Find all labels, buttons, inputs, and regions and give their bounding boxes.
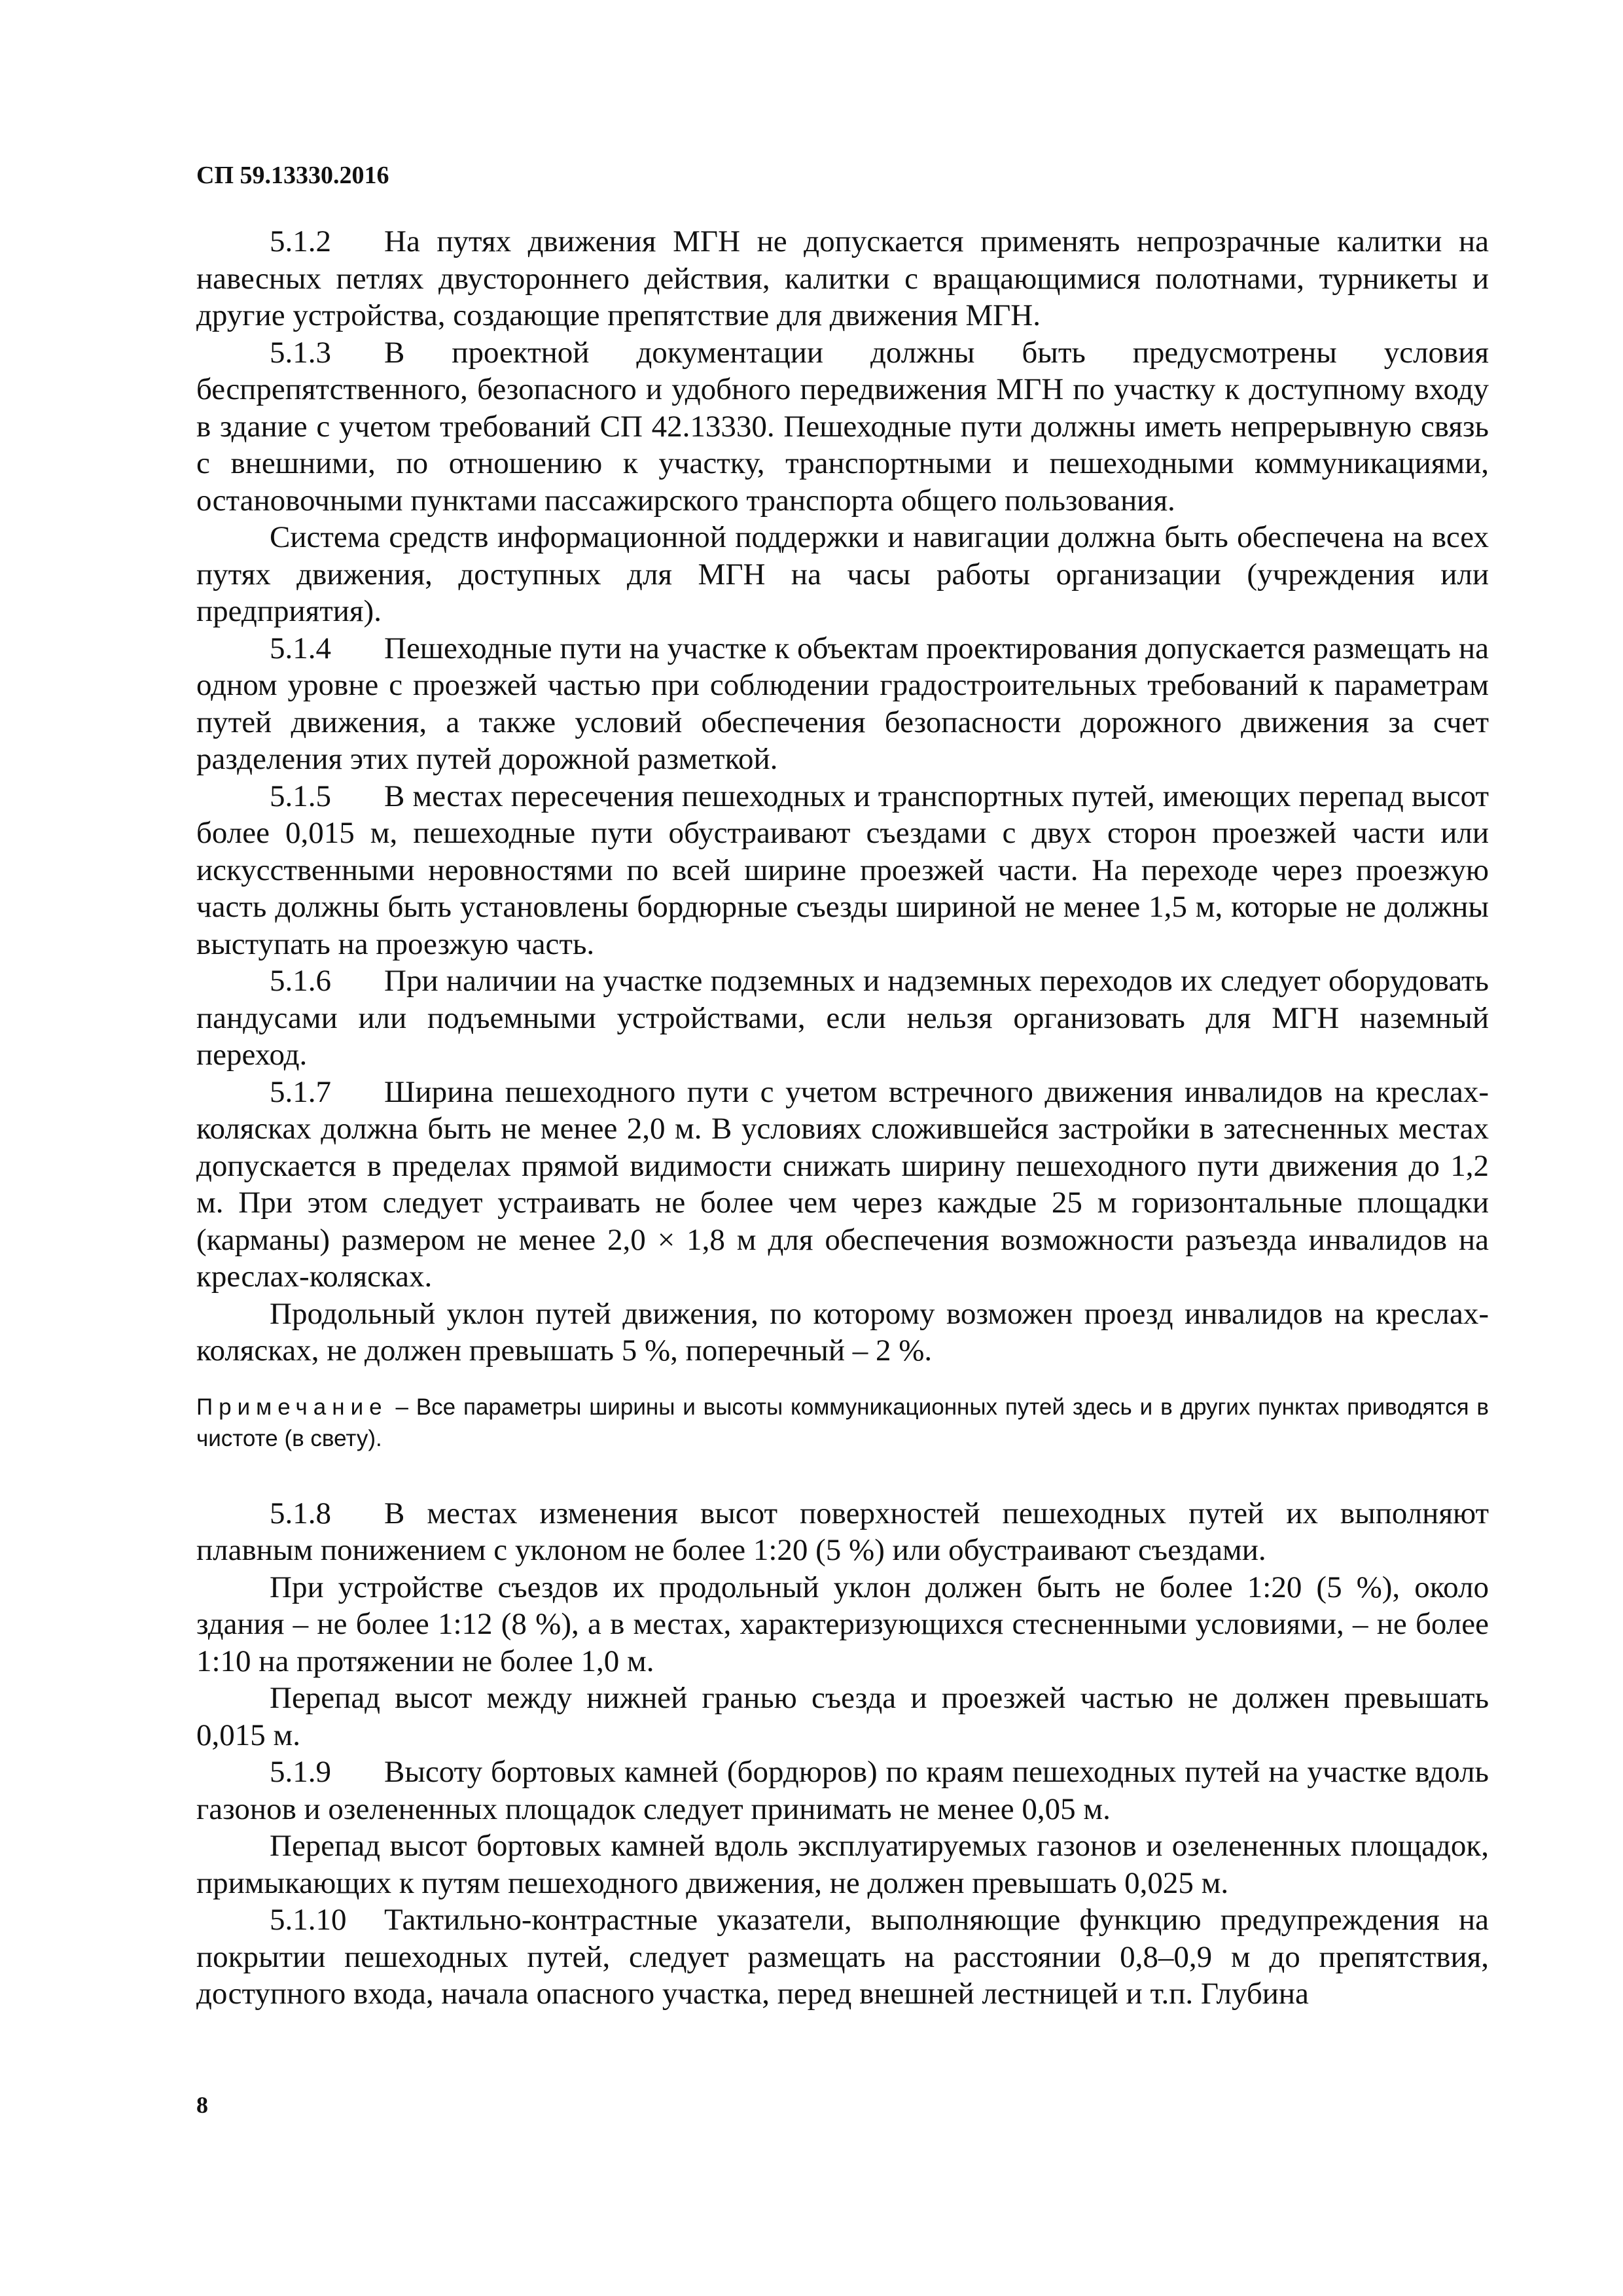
paragraph-5-1-8-height-drop: Перепад высот между нижней гранью съезда и проезжей частью не должен превышать 0,015 м. (196, 1681, 1489, 1752)
section-5-1-part-1 (196, 223, 1489, 1369)
note-label: Примечание (196, 1394, 388, 1420)
paragraph-5-1-8 (196, 1495, 1489, 1569)
clause-text: На путях движения МГН не допускается применять непрозрачные калитки на навесных петлях двустороннего действия, калитки с вращающимися полотнами, турникеты и другие устройства, создающие препятствие для движения МГН. (196, 224, 1489, 332)
note (196, 1392, 1489, 1455)
paragraph-5-1-6 (196, 963, 1489, 1074)
paragraph-5-1-5 (196, 778, 1489, 963)
section-5-1-part-2 (196, 1495, 1489, 2013)
clause-number: 5.1.9 (270, 1755, 331, 1789)
clause-number: 5.1.6 (270, 964, 331, 998)
clause-number: 5.1.7 (270, 1074, 331, 1109)
clause-text: В местах изменения высот поверхностей пешеходных путей их выполняют плавным понижением с уклоном не более 1:20 (5 %) или обустраивают съездами. (196, 1496, 1489, 1567)
paragraph-5-1-2 (196, 223, 1489, 334)
clause-number: 5.1.10 (270, 1903, 347, 1937)
paragraph-5-1-10 (196, 1901, 1489, 2013)
document-header: СП 59.13330.2016 (196, 162, 389, 189)
paragraph-5-1-7 (196, 1074, 1489, 1296)
paragraph-5-1-8-ramps: При устройстве съездов их продольный уклон должен быть не более 1:20 (5 %), около здания – не более 1:12 (8 %), а в местах, характеризующихся стесненными условиями, – не более 1:10 на протяжении не более 1,0 м. (196, 1570, 1489, 1678)
paragraph-5-1-4 (196, 630, 1489, 778)
clause-number: 5.1.3 (270, 335, 331, 370)
document-page (196, 157, 1489, 2013)
paragraph-5-1-3 (196, 334, 1489, 520)
note-text: – Все параметры ширины и высоты коммуникационных путей здесь и в других пунктах приводятся в чистоте (в свету). (196, 1394, 1489, 1451)
clause-number: 5.1.2 (270, 224, 331, 258)
paragraph-5-1-9-curbs: Перепад высот бортовых камней вдоль эксплуатируемых газонов и озелененных площадок, примыкающих к путям пешеходного движения, не должен превышать 0,025 м. (196, 1829, 1489, 1900)
clause-text: Пешеходные пути на участке к объектам проектирования допускается размещать на одном уровне с проезжей частью при соблюдении градостроительных требований к параметрам путей движения, а также условий обеспечения безопасности дорожного движения за счет разделения этих путей дорожной разметкой. (196, 631, 1489, 776)
paragraph-5-1-3-navigation: Система средств информационной поддержки и навигации должна быть обеспечена на всех путях движения, доступных для МГН на часы работы организации (учреждения или предприятия). (196, 520, 1489, 628)
clause-number: 5.1.8 (270, 1496, 331, 1530)
clause-number: 5.1.4 (270, 631, 331, 665)
clause-number: 5.1.5 (270, 779, 331, 813)
clause-text: Высоту бортовых камней (бордюров) по краям пешеходных путей на участке вдоль газонов и озелененных площадок следует принимать не менее 0,05 м. (196, 1755, 1489, 1826)
clause-text: Тактильно-контрастные указатели, выполняющие функцию предупреждения на покрытии пешеходных путей, следует размещать на расстоянии 0,8–0,9 м до препятствия, доступного входа, начала опасного участка, перед внешней лестницей и т.п. Глубина (196, 1903, 1489, 2011)
paragraph-5-1-9 (196, 1754, 1489, 1828)
clause-text: При наличии на участке подземных и надземных переходов их следует оборудовать пандусами или подъемными устройствами, если нельзя организовать для МГН наземный переход. (196, 964, 1489, 1072)
paragraph-5-1-7-slope: Продольный уклон путей движения, по которому возможен проезд инвалидов на креслах-колясках, не должен превышать 5 %, поперечный – 2 %. (196, 1296, 1489, 1368)
clause-text: В местах пересечения пешеходных и транспортных путей, имеющих перепад высот более 0,015 м, пешеходные пути обустраивают съездами с двух сторон проезжей части или искусственными неровностями по всей ширине проезжей части. На переходе через проезжую часть должны быть установлены бордюрные съезды шириной не менее 1,5 м, которые не должны выступать на проезжую часть. (196, 779, 1489, 961)
clause-text: Ширина пешеходного пути с учетом встречного движения инвалидов на креслах-колясках должна быть не менее 2,0 м. В условиях сложившейся застройки в затесненных местах допускается в пределах прямой видимости снижать ширину пешеходного пути движения до 1,2 м. При этом следует устраивать не более чем через каждые 25 м горизонтальные площадки (карманы) размером не менее 2,0 × 1,8 м для обеспечения возможности разъезда инвалидов на креслах-колясках. (196, 1074, 1489, 1294)
page-number: 8 (196, 2092, 208, 2118)
clause-text: В проектной документации должны быть предусмотрены условия беспрепятственного, безопасного и удобного передвижения МГН по участку к доступному входу в здание с учетом требований СП 42.13330. Пешеходные пути должны иметь непрерывную связь с внешними, по отношению к участку, транспортными и пешеходными коммуникациями, остановочными пунктами пассажирского транспорта общего пользования. (196, 335, 1489, 518)
